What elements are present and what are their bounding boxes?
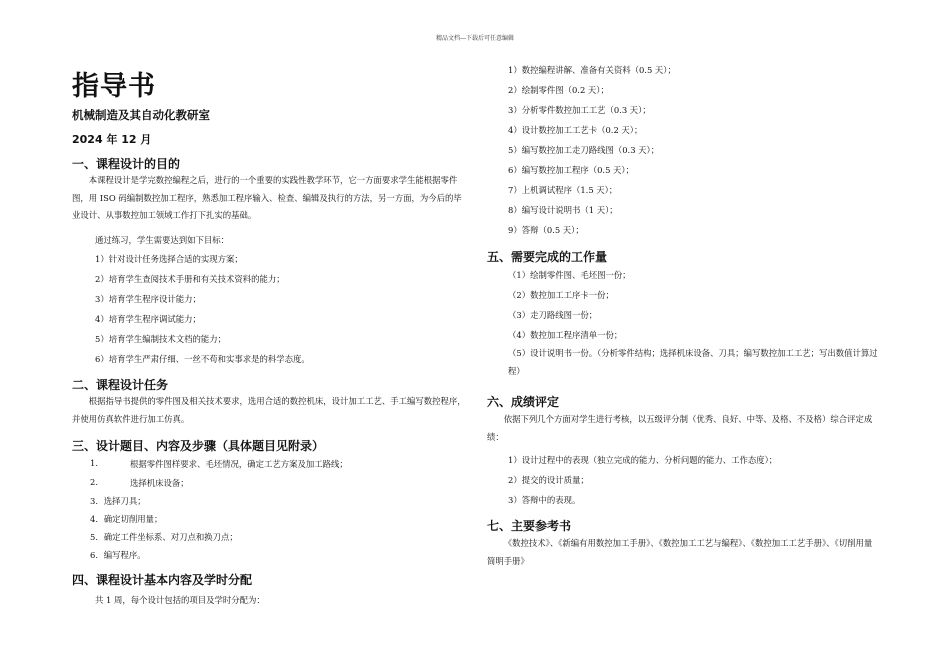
section-5-item: （5）设计说明书一份。（分析零件结构；选择机床设备、刀具；编写数控加工工艺；写出数值计算过程）: [508, 348, 878, 376]
section-3-item: 5．确定工件坐标系、对刀点和换刀点；: [90, 532, 238, 542]
section-4-item: 5）编写数控加工走刀路线图（0.3 天）；: [508, 145, 660, 155]
section-3-item: 3．选择刀具；: [90, 496, 146, 506]
section-4-item: 8）编写设计说明书（1 天）；: [508, 205, 618, 215]
section-5-item: （3）走刀路线图一份；: [508, 310, 598, 320]
section-6-item: 3）答辩中的表现。: [508, 495, 581, 505]
section-1-item: 3）培育学生程序设计能力；: [95, 294, 201, 304]
section-5-item: （4）数控加工程序清单一份；: [508, 330, 623, 340]
document-title: 指导书: [72, 71, 156, 102]
section-4-item: 4）设计数控加工工艺卡（0.2 天）；: [508, 125, 643, 135]
section-4-item: 9）答辩（0.5 天）；: [508, 225, 584, 235]
section-5-item: （1）绘制零件图、毛坯图一份；: [508, 270, 631, 280]
section-1-item: 1）针对设计任务选择合适的实现方案；: [95, 254, 243, 264]
section-6-heading: 六、成绩评定: [487, 395, 560, 409]
section-4-heading: 四、课程设计基本内容及学时分配: [72, 573, 253, 587]
section-3-item: 6．编写程序。: [90, 550, 146, 560]
section-6-paragraph: 依据下列几个方面对学生进行考核，以五级评分制（优秀、良好、中等、及格、不及格）综合评定成绩：: [487, 414, 873, 442]
section-3-item-number: 2.: [90, 477, 98, 487]
section-4-item: 3）分析零件数控加工工艺（0.3 天）；: [508, 105, 651, 115]
document-date: 2024 年 12 月: [72, 133, 152, 146]
section-4-item: 7）上机调试程序（1.5 天）；: [508, 185, 618, 195]
section-4-item: 2）绘制零件图（0.2 天）；: [508, 85, 609, 95]
section-5-heading: 五、需要完成的工作量: [487, 250, 608, 264]
section-1-heading: 一、课程设计的目的: [72, 157, 181, 171]
section-5-item: （2）数控加工工序卡一份；: [508, 290, 614, 300]
section-6-item: 1）设计过程中的表现（独立完成的能力、分析问题的能力、工作态度）；: [508, 455, 778, 465]
section-2-paragraph: 根据指导书提供的零件图及相关技术要求，选用合适的数控机床，设计加工工艺、手工编写数控程序，并使用仿真软件进行加工仿真。: [72, 396, 466, 424]
section-2-heading: 二、课程设计任务: [72, 378, 169, 392]
section-3-item: 选择机床设备；: [130, 478, 189, 488]
section-6-item: 2）提交的设计质量；: [508, 475, 589, 485]
section-4-paragraph: 共 1 周，每个设计包括的项目及学时分配为：: [95, 595, 265, 605]
section-4-item: 6）编写数控加工程序（0.5 天）；: [508, 165, 634, 175]
section-1-item: 2）培育学生查阅技术手册和有关技术资料的能力；: [95, 274, 285, 284]
section-4-item: 1）数控编程讲解、准备有关资料（0.5 天）；: [508, 65, 676, 75]
section-7-paragraph: 《数控技术》、《新编有用数控加工手册》、《数控加工工艺与编程》、《数控加工工艺手册》、《切削用量简明手册》: [487, 538, 873, 566]
section-1-item: 5）培育学生编制技术文档的能力；: [95, 334, 226, 344]
section-7-heading: 七、主要参考书: [487, 519, 572, 533]
section-3-item: 4．确定切削用量；: [90, 514, 163, 524]
section-1-item: 4）培育学生程序调试能力；: [95, 314, 201, 324]
section-3-item: 根据零件图样要求、毛坯情况，确定工艺方案及加工路线；: [130, 459, 348, 469]
section-1-paragraph: 本课程设计是学完数控编程之后，进行的一个重要的实践性教学环节，它一方面要求学生能根据零件图，用 ISO 码编制数控加工程序，熟悉加工程序输入、检查、编辑及执行的方法，另一方面，为今后的毕业设计、从事数控加工领域工作打下扎实的基础。: [72, 175, 462, 220]
section-3-item-number: 1.: [90, 458, 98, 468]
section-1-intro: 通过练习，学生需要达到如下目标：: [95, 235, 229, 245]
watermark-header: 精品文档---下载后可任意编辑: [435, 35, 515, 42]
section-3-heading: 三、设计题目、内容及步骤（具体题目见附录）: [72, 439, 325, 453]
department-name: 机械制造及其自动化教研室: [72, 108, 210, 122]
section-1-item: 6）培育学生严肃仔细、一丝不苟和实事求是的科学态度。: [95, 354, 310, 364]
